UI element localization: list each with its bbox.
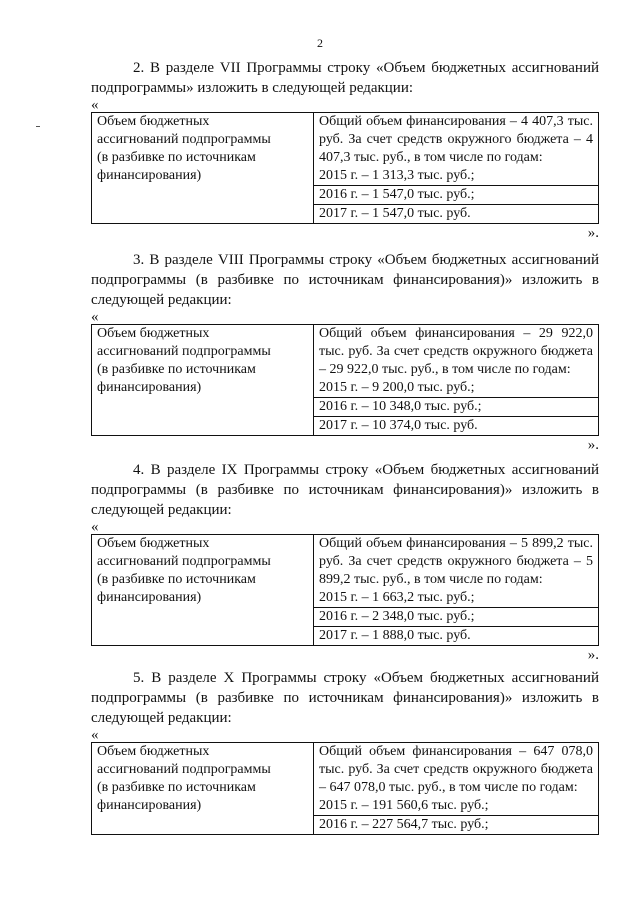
label-line: Объем бюджетных [97, 536, 210, 551]
amendment-paragraph: 2. В разделе VII Программы строку «Объем бюджетных ассигнований подпрограммы» изложить в следующей редакции: [91, 60, 599, 96]
year-value: 2015 г. – 1 313,3 тыс. руб.; [319, 168, 475, 183]
margin-mark [36, 126, 40, 127]
budget-table [91, 742, 599, 835]
amendment-paragraph: 5. В разделе X Программы строку «Объем бюджетных ассигнований подпрограммы (в разбивке по источникам финансирования)» изложить в следующей редакции: [91, 670, 599, 726]
label-line: финансирования) [97, 168, 202, 183]
budget-value-cell [314, 325, 599, 436]
close-quote: ». [587, 225, 599, 241]
budget-label-cell [92, 743, 314, 835]
budget-value-cell [314, 535, 599, 646]
label-line: финансирования) [97, 380, 202, 395]
year-value: 2015 г. – 9 200,0 тыс. руб.; [319, 380, 475, 395]
open-quote: « [91, 519, 99, 535]
year-value: 2016 г. – 2 348,0 тыс. руб.; [314, 607, 598, 626]
amendment-section-5 [91, 668, 599, 835]
label-line: финансирования) [97, 798, 202, 813]
label-line: финансирования) [97, 590, 202, 605]
year-value: 2015 г. – 191 560,6 тыс. руб.; [319, 798, 489, 813]
budget-table [91, 534, 599, 646]
amendment-section-3 [91, 250, 599, 454]
year-value: 2016 г. – 227 564,7 тыс. руб.; [314, 815, 598, 834]
label-line: (в разбивке по источникам [97, 150, 256, 165]
year-value: 2017 г. – 1 547,0 тыс. руб. [314, 204, 598, 223]
open-quote: « [91, 97, 99, 113]
label-line: (в разбивке по источникам [97, 780, 256, 795]
label-line: Объем бюджетных [97, 114, 210, 129]
label-line: Объем бюджетных [97, 744, 210, 759]
financing-summary: Общий объем финансирования – 29 922,0 тыс. руб. За счет средств окружного бюджета – 29 922,0 тыс. руб., в том числе по годам: [319, 326, 593, 377]
year-value: 2017 г. – 1 888,0 тыс. руб. [314, 626, 598, 645]
financing-summary: Общий объем финансирования – 5 899,2 тыс. руб. За счет средств окружного бюджета – 5 899,2 тыс. руб., в том числе по годам: [319, 536, 593, 587]
amendment-paragraph: 4. В разделе IX Программы строку «Объем бюджетных ассигнований подпрограммы (в разбивке по источникам финансирования)» изложить в следующей редакции: [91, 462, 599, 518]
page-number: 2 [317, 36, 323, 50]
amendment-section-4 [91, 460, 599, 664]
label-line: (в разбивке по источникам [97, 572, 256, 587]
year-value: 2017 г. – 10 374,0 тыс. руб. [314, 416, 598, 435]
label-line: ассигнований подпрограммы [97, 762, 271, 777]
budget-value-cell [314, 743, 599, 835]
close-quote: ». [587, 437, 599, 453]
amendment-section-2 [91, 58, 599, 242]
budget-table [91, 112, 599, 224]
year-value: 2016 г. – 1 547,0 тыс. руб.; [314, 185, 598, 204]
label-line: Объем бюджетных [97, 326, 210, 341]
amendment-paragraph: 3. В разделе VIII Программы строку «Объем бюджетных ассигнований подпрограммы (в разбивке по источникам финансирования)» изложить в следующей редакции: [91, 252, 599, 308]
label-line: ассигнований подпрограммы [97, 344, 271, 359]
budget-table [91, 324, 599, 436]
open-quote: « [91, 727, 99, 743]
label-line: (в разбивке по источникам [97, 362, 256, 377]
label-line: ассигнований подпрограммы [97, 132, 271, 147]
label-line: ассигнований подпрограммы [97, 554, 271, 569]
year-value: 2016 г. – 10 348,0 тыс. руб.; [314, 397, 598, 416]
budget-label-cell [92, 535, 314, 646]
year-value: 2015 г. – 1 663,2 тыс. руб.; [319, 590, 475, 605]
open-quote: « [91, 309, 99, 325]
budget-value-cell [314, 113, 599, 224]
close-quote: ». [587, 647, 599, 663]
financing-summary: Общий объем финансирования – 647 078,0 тыс. руб. За счет средств окружного бюджета – 647 078,0 тыс. руб., в том числе по годам: [319, 744, 593, 795]
financing-summary: Общий объем финансирования – 4 407,3 тыс. руб. За счет средств окружного бюджета – 4 407,3 тыс. руб., в том числе по годам: [319, 114, 593, 165]
budget-label-cell [92, 325, 314, 436]
budget-label-cell [92, 113, 314, 224]
